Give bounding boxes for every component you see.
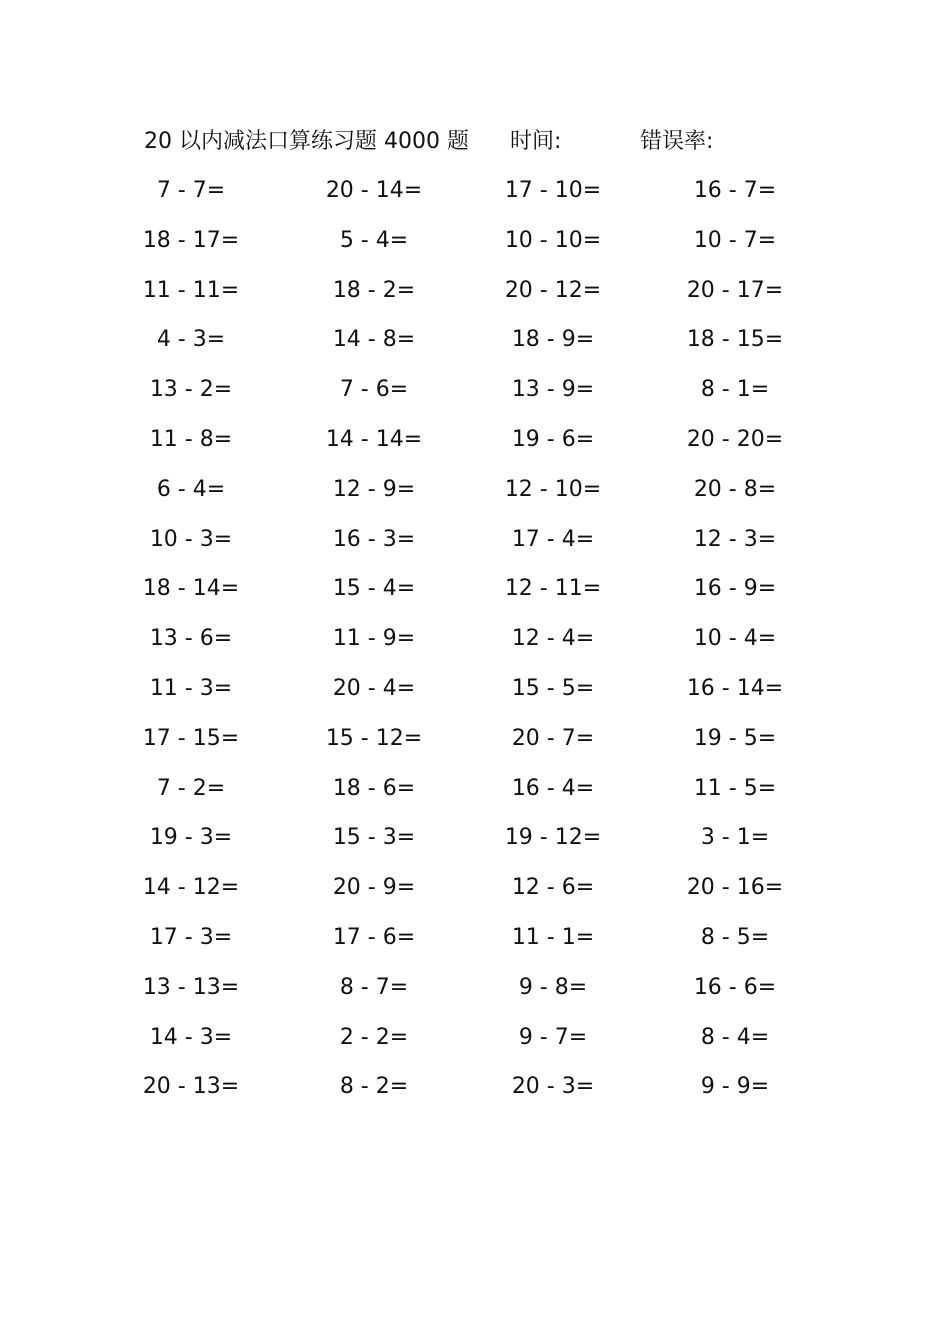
problem-item: 16 - 4= xyxy=(511,775,595,801)
problem-item: 14 - 14= xyxy=(325,426,423,452)
problem-row xyxy=(0,472,950,522)
problem-item: 17 - 4= xyxy=(511,526,595,552)
problem-row xyxy=(0,970,950,1020)
problem-item: 11 - 1= xyxy=(511,924,595,950)
problem-item: 13 - 9= xyxy=(511,377,595,403)
problem-item: 8 - 2= xyxy=(339,1074,409,1100)
error-rate-label: 错误率: xyxy=(640,129,714,154)
problem-row xyxy=(0,273,950,323)
problem-item: 11 - 9= xyxy=(332,626,416,652)
problem-item: 17 - 15= xyxy=(142,725,240,751)
problem-item: 10 - 3= xyxy=(149,526,233,552)
problem-item: 18 - 15= xyxy=(686,327,784,353)
problem-item: 20 - 20= xyxy=(686,426,784,452)
problem-row xyxy=(0,571,950,621)
problem-item: 12 - 4= xyxy=(511,626,595,652)
problem-row xyxy=(0,223,950,273)
problem-item: 20 - 3= xyxy=(511,1074,595,1100)
problem-item: 5 - 4= xyxy=(339,227,409,253)
problem-item: 15 - 12= xyxy=(325,725,423,751)
problem-item: 14 - 3= xyxy=(149,1024,233,1050)
problem-item: 11 - 8= xyxy=(149,426,233,452)
problem-row xyxy=(0,1069,950,1119)
problem-item: 16 - 14= xyxy=(686,675,784,701)
problem-item: 17 - 3= xyxy=(149,924,233,950)
problem-row xyxy=(0,671,950,721)
problem-item: 12 - 9= xyxy=(332,476,416,502)
problem-item: 8 - 1= xyxy=(700,377,770,403)
problem-item: 8 - 7= xyxy=(339,974,409,1000)
problem-item: 19 - 3= xyxy=(149,825,233,851)
problem-item: 12 - 3= xyxy=(693,526,777,552)
problem-item: 20 - 16= xyxy=(686,875,784,901)
problem-row xyxy=(0,721,950,771)
problem-item: 7 - 2= xyxy=(156,775,226,801)
problem-item: 16 - 9= xyxy=(693,576,777,602)
problem-item: 18 - 17= xyxy=(142,227,240,253)
problem-item: 15 - 4= xyxy=(332,576,416,602)
problem-item: 18 - 2= xyxy=(332,277,416,303)
problem-item: 9 - 9= xyxy=(700,1074,770,1100)
problem-row xyxy=(0,522,950,572)
problem-item: 7 - 6= xyxy=(339,377,409,403)
problem-item: 18 - 9= xyxy=(511,327,595,353)
problem-item: 13 - 6= xyxy=(149,626,233,652)
problem-item: 20 - 8= xyxy=(693,476,777,502)
problem-item: 19 - 5= xyxy=(693,725,777,751)
problem-item: 20 - 17= xyxy=(686,277,784,303)
problem-item: 9 - 7= xyxy=(518,1024,588,1050)
problem-row xyxy=(0,621,950,671)
problem-row xyxy=(0,870,950,920)
problem-item: 7 - 7= xyxy=(156,178,226,203)
problem-item: 11 - 3= xyxy=(149,675,233,701)
problem-item: 16 - 6= xyxy=(693,974,777,1000)
problem-grid xyxy=(0,173,950,1119)
problem-item: 12 - 6= xyxy=(511,875,595,901)
problem-item: 16 - 3= xyxy=(332,526,416,552)
problem-row xyxy=(0,771,950,821)
worksheet-title: 20 以内减法口算练习题 4000 题 xyxy=(144,129,469,154)
problem-item: 16 - 7= xyxy=(693,178,777,203)
problem-item: 14 - 12= xyxy=(142,875,240,901)
problem-item: 10 - 4= xyxy=(693,626,777,652)
problem-row xyxy=(0,920,950,970)
problem-item: 10 - 10= xyxy=(504,227,602,253)
problem-item: 8 - 4= xyxy=(700,1024,770,1050)
problem-item: 19 - 6= xyxy=(511,426,595,452)
problem-item: 15 - 5= xyxy=(511,675,595,701)
problem-item: 9 - 8= xyxy=(518,974,588,1000)
problem-item: 20 - 14= xyxy=(325,178,423,203)
problem-row xyxy=(0,1020,950,1070)
problem-item: 17 - 6= xyxy=(332,924,416,950)
problem-item: 20 - 7= xyxy=(511,725,595,751)
problem-item: 11 - 5= xyxy=(693,775,777,801)
problem-row xyxy=(0,422,950,472)
problem-item: 12 - 10= xyxy=(504,476,602,502)
problem-row xyxy=(0,173,950,223)
problem-item: 3 - 1= xyxy=(700,825,770,851)
problem-item: 6 - 4= xyxy=(156,476,226,502)
problem-item: 18 - 6= xyxy=(332,775,416,801)
problem-item: 19 - 12= xyxy=(504,825,602,851)
problem-item: 20 - 12= xyxy=(504,277,602,303)
problem-item: 13 - 2= xyxy=(149,377,233,403)
problem-item: 11 - 11= xyxy=(142,277,240,303)
problem-row xyxy=(0,372,950,422)
problem-item: 14 - 8= xyxy=(332,327,416,353)
problem-item: 15 - 3= xyxy=(332,825,416,851)
problem-row xyxy=(0,322,950,372)
problem-item: 20 - 4= xyxy=(332,675,416,701)
problem-item: 12 - 11= xyxy=(504,576,602,602)
problem-item: 4 - 3= xyxy=(156,327,226,353)
problem-item: 20 - 9= xyxy=(332,875,416,901)
time-label: 时间: xyxy=(510,129,562,154)
worksheet-header xyxy=(144,124,784,160)
problem-item: 18 - 14= xyxy=(142,576,240,602)
problem-item: 20 - 13= xyxy=(142,1074,240,1100)
problem-item: 2 - 2= xyxy=(339,1024,409,1050)
problem-item: 17 - 10= xyxy=(504,178,602,203)
problem-item: 10 - 7= xyxy=(693,227,777,253)
problem-row xyxy=(0,820,950,870)
problem-item: 8 - 5= xyxy=(700,924,770,950)
problem-item: 13 - 13= xyxy=(142,974,240,1000)
